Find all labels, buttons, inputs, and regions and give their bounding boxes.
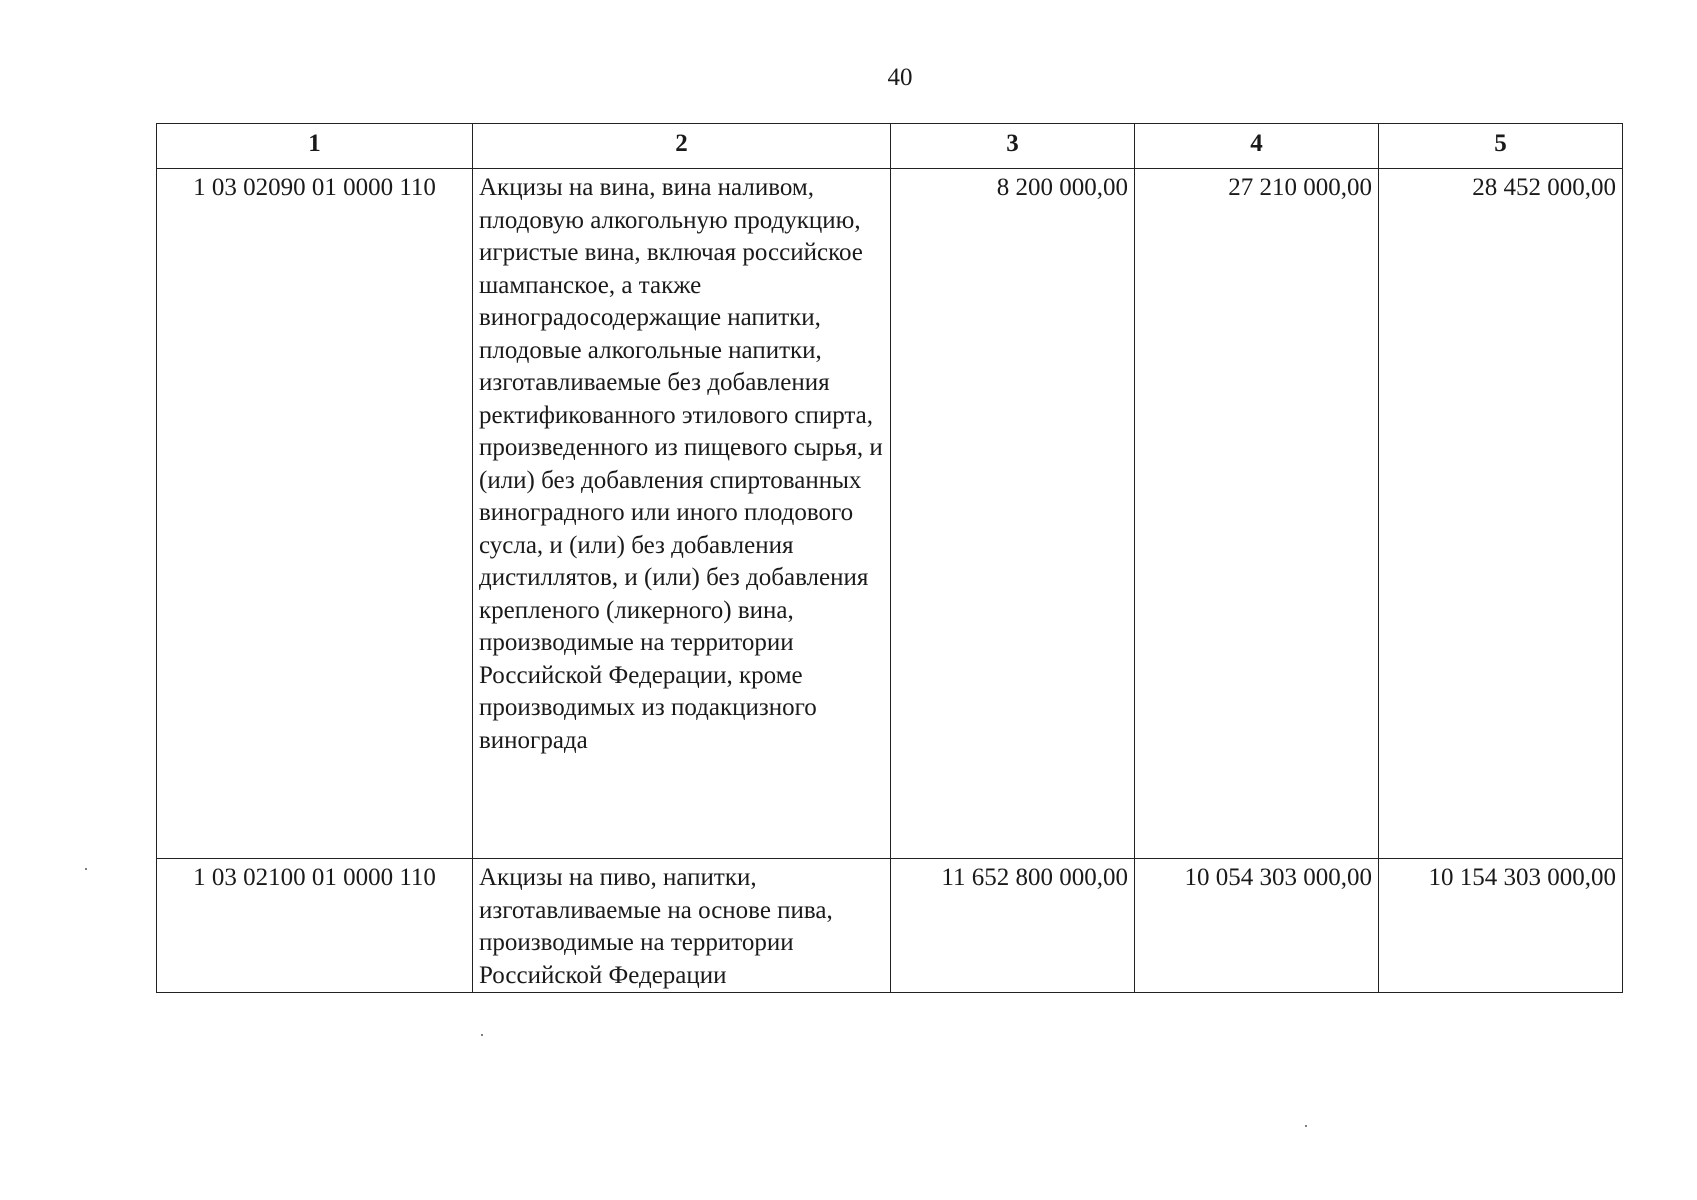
amount-col3-cell: 11 652 800 000,00 — [891, 859, 1135, 993]
budget-code-cell: 1 03 02100 01 0000 110 — [157, 859, 473, 993]
table-row — [157, 169, 1623, 859]
revenue-name-cell: Акцизы на вина, вина наливом, плодовую алкогольную продукцию, игристые вина, включая российское шампанское, а также виноградосодержащие напитки, плодовые алкогольные напитки, изготавливаемые без добавления ректификованного этилового спирта, произведенного из пищевого сырья, и (или) без добавления спиртованных виноградного или иного плодового сусла, и (или) без добавления дистиллятов, и (или) без добавления крепленого (ликерного) вина, производимые на территории Российской Федерации, кроме производимых из подакцизного винограда — [473, 169, 891, 859]
amount-col4-cell: 10 054 303 000,00 — [1135, 859, 1379, 993]
column-header-3: 3 — [891, 124, 1135, 169]
amount-col5-cell: 28 452 000,00 — [1379, 169, 1623, 859]
column-header-2: 2 — [473, 124, 891, 169]
column-header-4: 4 — [1135, 124, 1379, 169]
revenue-name-cell: Акцизы на пиво, напитки, изготавливаемые на основе пива, производимые на территории Российской Федерации — [473, 859, 891, 993]
column-header-5: 5 — [1379, 124, 1623, 169]
amount-col5-cell: 10 154 303 000,00 — [1379, 859, 1623, 993]
table-row — [157, 859, 1623, 993]
table-header-row — [157, 124, 1623, 169]
amount-col4-cell: 27 210 000,00 — [1135, 169, 1379, 859]
scan-speck — [85, 868, 87, 870]
budget-code-cell: 1 03 02090 01 0000 110 — [157, 169, 473, 859]
scan-speck — [1305, 1125, 1307, 1127]
budget-table — [156, 123, 1623, 993]
column-header-1: 1 — [157, 124, 473, 169]
scan-speck — [481, 1034, 483, 1036]
page-number: 40 — [887, 64, 913, 91]
amount-col3-cell: 8 200 000,00 — [891, 169, 1135, 859]
